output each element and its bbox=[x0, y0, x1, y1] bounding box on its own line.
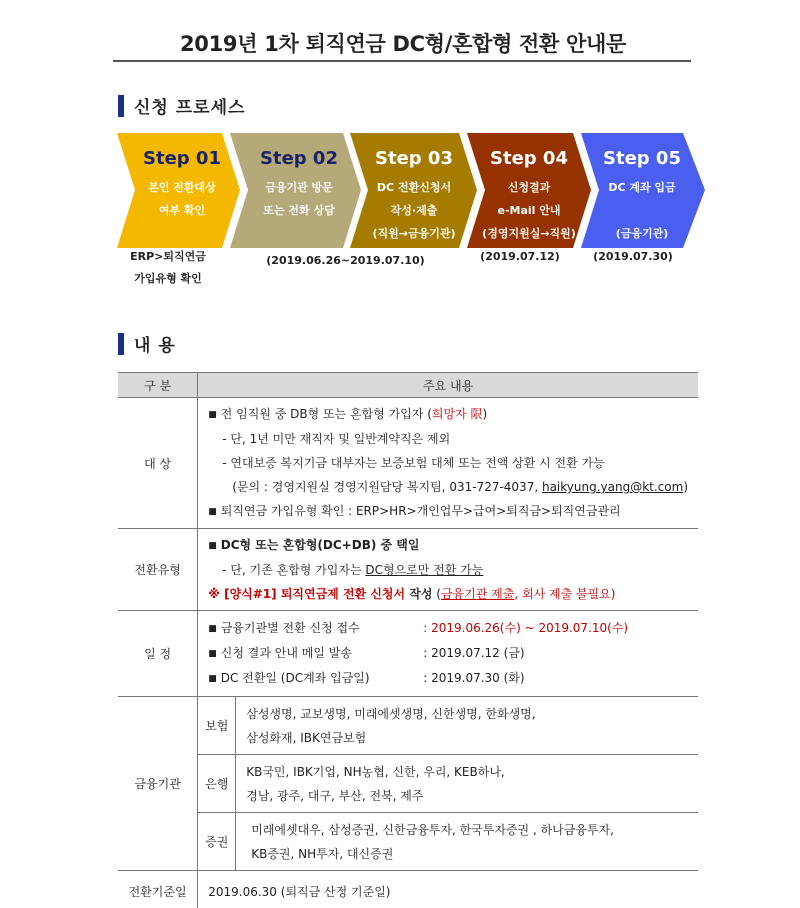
step-1-note-line-2: 가입유형 확인 bbox=[134, 272, 202, 285]
conversion-line-3: ※ [양식#1] 퇴직연금제 전환 신청서 작성 (금융기관 제출, 회사 제출 불필요) bbox=[208, 587, 616, 601]
table-header-row bbox=[118, 373, 698, 398]
step-1-note bbox=[113, 246, 223, 290]
step-3-line-2: 작성·제출 bbox=[390, 204, 438, 217]
target-line-4: (문의 : 경영지원실 경영지원담당 복지팀, 031-727-4037, haikyung.yang@kt.com) bbox=[232, 480, 688, 494]
bank-list: KB국민, IBK기업, NH농협, 신한, 우리, KEB하나, 경남, 광주, 대구, 부산, 전북, 제주 bbox=[236, 755, 698, 813]
row-label-institutions: 금융기관 bbox=[118, 697, 198, 871]
table-row-schedule bbox=[118, 611, 698, 697]
sublabel-insurance: 보험 bbox=[198, 697, 236, 755]
sublabel-bank: 은행 bbox=[198, 755, 236, 813]
target-line-5: ■ 퇴직연금 가입유형 확인 : ERP>HR>개인업무>급여>퇴직금>퇴직연금관리 bbox=[208, 504, 621, 518]
step-3-line-3: (직원→금융기관) bbox=[372, 227, 456, 240]
target-content bbox=[198, 398, 698, 529]
step-4-line-2: e-Mail 안내 bbox=[497, 204, 561, 217]
title-divider bbox=[113, 60, 691, 62]
conversion-content bbox=[198, 529, 698, 611]
sublabel-securities: 증권 bbox=[198, 813, 236, 871]
schedule-row: ■ DC 전환일 (DC계좌 입금일) : 2019.07.30 (화) bbox=[208, 671, 525, 685]
step-2-number: Step 02 bbox=[260, 148, 338, 169]
step-5-number: Step 05 bbox=[603, 148, 681, 169]
schedule-row: ■ 금융기관별 전환 신청 접수 : 2019.06.26(수) ~ 2019.07.10(수) bbox=[208, 621, 629, 635]
table-row-securities bbox=[118, 813, 698, 871]
schedule-row: ■ 신청 결과 안내 메일 발송 : 2019.07.12 (금) bbox=[208, 646, 525, 660]
section-process-title: 신청 프로세스 bbox=[134, 98, 246, 118]
step-5-note: (2019.07.30) bbox=[593, 250, 673, 263]
step-3-line-1: DC 전환신청서 bbox=[376, 181, 452, 194]
section-marker bbox=[118, 95, 124, 117]
conversion-line-1: ■ DC형 또는 혼합형(DC+DB) 중 택일 bbox=[208, 538, 420, 552]
page-title: 2019년 1차 퇴직연금 DC형/혼합형 전환 안내문 bbox=[179, 32, 627, 56]
row-label-schedule: 일 정 bbox=[118, 611, 198, 697]
step-4-note: (2019.07.12) bbox=[480, 250, 560, 263]
target-line-3: - 연대보증 복지기금 대부자는 보증보험 대체 또는 전액 상환 시 전환 가능 bbox=[222, 456, 605, 470]
section-content-header bbox=[118, 331, 176, 356]
content-table bbox=[118, 372, 698, 908]
step-5-line-3: (금융기관) bbox=[615, 227, 669, 240]
target-line-1: ■ 전 임직원 중 DB형 또는 혼합형 가입자 (희망자 限) bbox=[208, 407, 488, 421]
row-label-base-date: 전환기준일 bbox=[118, 871, 198, 908]
insurance-list: 삼성생명, 교보생명, 미래에셋생명, 신한생명, 한화생명, 삼성화재, IBK연금보험 bbox=[236, 697, 698, 755]
table-row-target bbox=[118, 398, 698, 529]
conversion-line-2: - 단, 기존 혼합형 가입자는 DC형으로만 전환 가능 bbox=[222, 563, 484, 577]
section-process-header bbox=[118, 93, 245, 118]
step-1-note-line-1: ERP>퇴직연금 bbox=[130, 250, 206, 263]
row-label-target: 대 상 bbox=[118, 398, 198, 529]
step-2-line-2: 또는 전화 상담 bbox=[263, 204, 335, 217]
step-4-line-1: 신청결과 bbox=[507, 181, 551, 194]
row-label-conversion: 전환유형 bbox=[118, 529, 198, 611]
step-1-line-1: 본인 전환대상 bbox=[148, 181, 216, 194]
step-2-line-1: 금융기관 방문 bbox=[265, 181, 333, 194]
step-1-line-2: 여부 확인 bbox=[158, 204, 206, 217]
step-5-line-1: DC 계좌 입금 bbox=[608, 181, 676, 194]
header-content: 주요 내용 bbox=[198, 373, 698, 398]
step-3-number: Step 03 bbox=[375, 148, 453, 169]
table-row-bank bbox=[118, 755, 698, 813]
table-row-base-date bbox=[118, 871, 698, 908]
section-content-title: 내 용 bbox=[134, 336, 176, 356]
step-4-number: Step 04 bbox=[490, 148, 568, 169]
table-row-insurance bbox=[118, 697, 698, 755]
securities-list: 미래에셋대우, 삼성증권, 신한금융투자, 한국투자증권 , 하나금융투자, KB증권, NH투자, 대신증권 bbox=[236, 813, 698, 871]
target-line-2: - 단, 1년 미만 재직자 및 일반계약직은 제외 bbox=[222, 432, 451, 446]
process-steps bbox=[117, 133, 707, 248]
step-1-number: Step 01 bbox=[143, 148, 221, 169]
step-4-line-3: (경영지원실→직원) bbox=[482, 227, 576, 240]
step-2-note: (2019.06.26~2019.07.10) bbox=[266, 254, 425, 267]
header-category: 구 분 bbox=[118, 373, 198, 398]
section-marker bbox=[118, 333, 124, 355]
contact-email-link[interactable]: haikyung.yang@kt.com bbox=[541, 480, 684, 494]
table-row-conversion bbox=[118, 529, 698, 611]
base-date-value: 2019.06.30 (퇴직금 산정 기준일) bbox=[198, 871, 698, 908]
schedule-content bbox=[198, 611, 698, 697]
